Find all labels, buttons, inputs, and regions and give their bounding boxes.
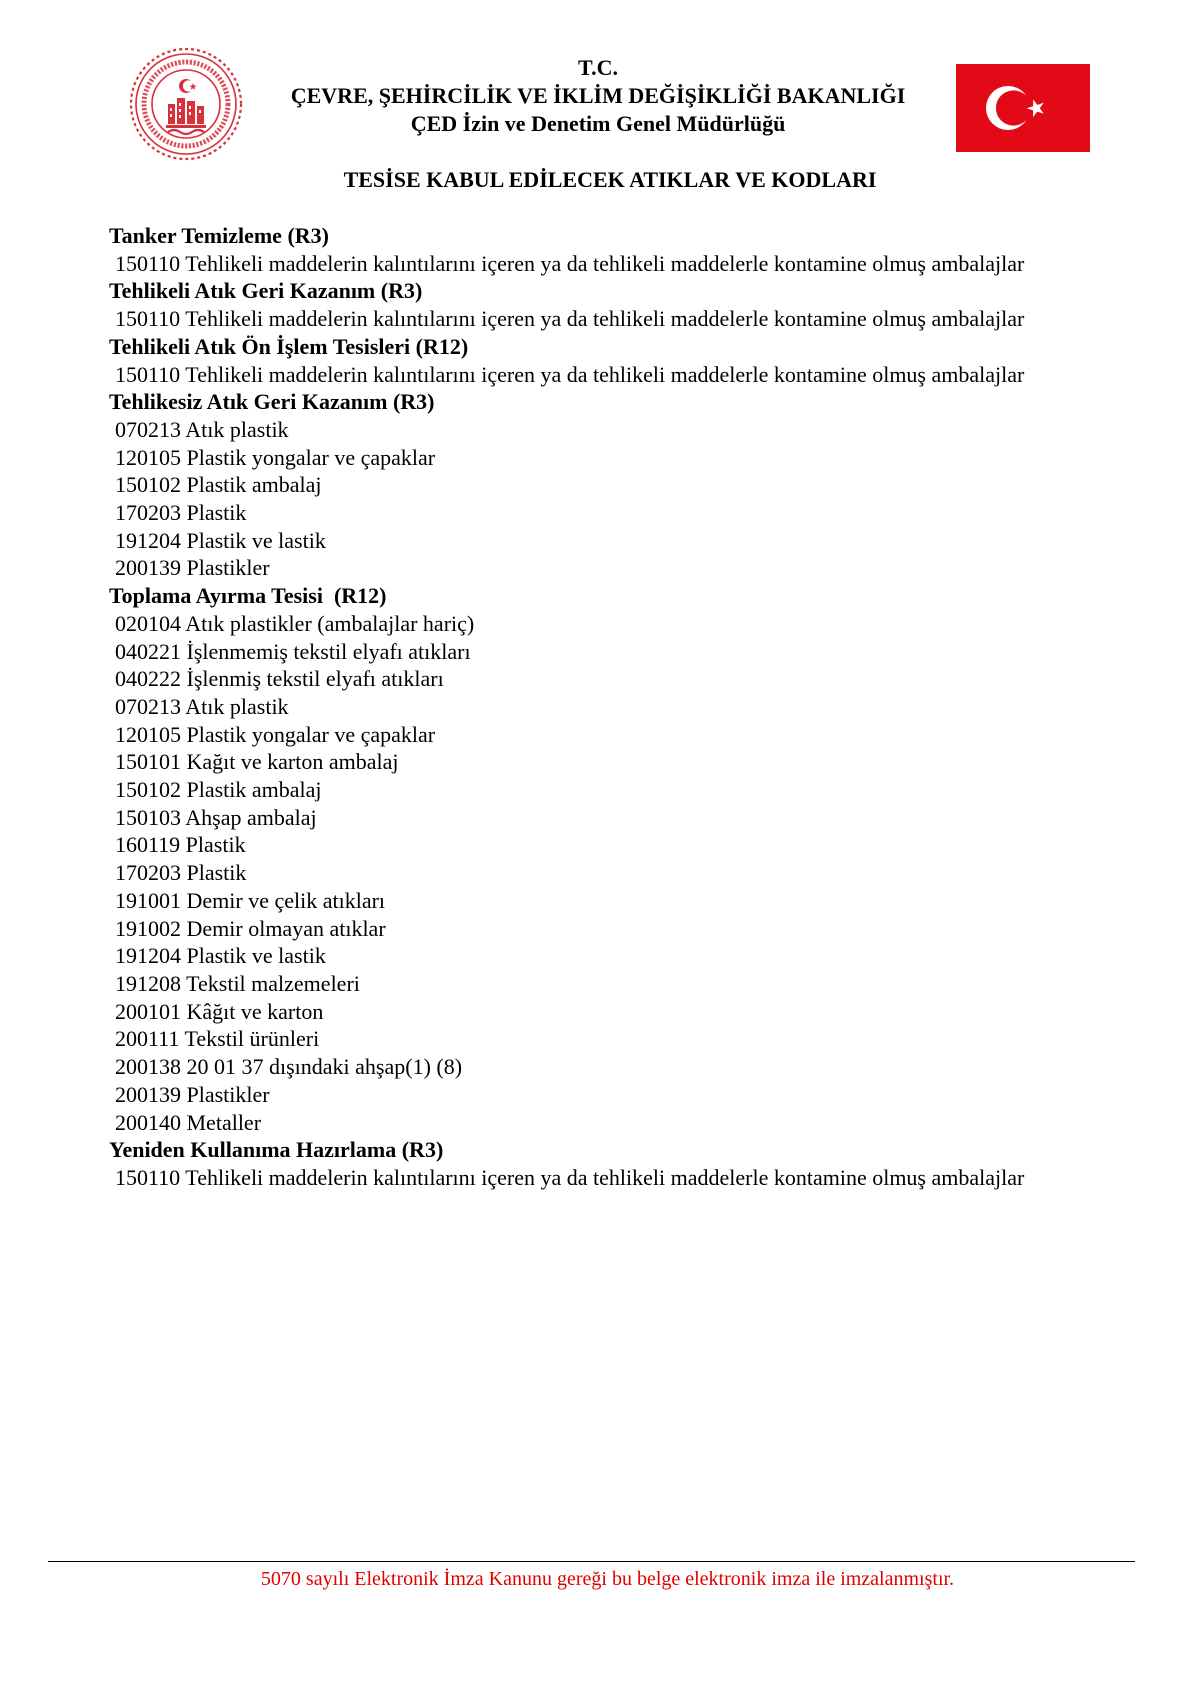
waste-code-item: 191002 Demir olmayan atıklar bbox=[115, 915, 386, 941]
waste-code-item: 160119 Plastik bbox=[115, 832, 246, 858]
header-directorate-name: ÇED İzin ve Denetim Genel Müdürlüğü bbox=[410, 111, 786, 136]
waste-code-item: 150110 Tehlikeli maddelerin kalıntılarını içeren ya da tehlikeli maddelerle kontamine olmuş ambalajlar bbox=[115, 250, 1025, 276]
waste-code-item: 150110 Tehlikeli maddelerin kalıntılarını içeren ya da tehlikeli maddelerle kontamine olmuş ambalajlar bbox=[115, 306, 1025, 332]
waste-code-item: 200139 Plastikler bbox=[115, 1081, 270, 1107]
e-signature-notice: 5070 sayılı Elektronik İmza Kanunu gereği bu belge elektronik imza ile imzalanmıştır. bbox=[260, 1568, 955, 1590]
waste-code-item: 200111 Tekstil ürünleri bbox=[115, 1026, 320, 1052]
waste-code-item: 070213 Atık plastik bbox=[115, 693, 289, 719]
waste-code-item: 200139 Plastikler bbox=[115, 555, 270, 581]
waste-code-item: 150103 Ahşap ambalaj bbox=[115, 804, 317, 830]
section-toplama-ayirma-tesisi bbox=[109, 582, 1029, 1136]
waste-code-item: 150102 Plastik ambalaj bbox=[115, 472, 322, 498]
section-title: Tehlikeli Atık Geri Kazanım (R3) bbox=[109, 278, 423, 304]
waste-code-item: 150110 Tehlikeli maddelerin kalıntılarını içeren ya da tehlikeli maddelerle kontamine olmuş ambalajlar bbox=[115, 361, 1025, 387]
waste-code-item: 020104 Atık plastikler (ambalajlar hariç) bbox=[115, 610, 475, 636]
waste-code-item: 120105 Plastik yongalar ve çapaklar bbox=[115, 721, 436, 747]
turkish-flag-icon bbox=[956, 64, 1090, 152]
section-title: Tanker Temizleme (R3) bbox=[109, 223, 329, 248]
letterhead bbox=[250, 54, 946, 138]
waste-code-item: 200140 Metaller bbox=[115, 1109, 262, 1135]
section-title: Toplama Ayırma Tesisi (R12) bbox=[109, 583, 387, 609]
section-tehlikeli-atik-on-islem bbox=[109, 333, 1029, 388]
section-title: Tehlikeli Atık Ön İşlem Tesisleri (R12) bbox=[109, 333, 469, 359]
waste-code-item: 191001 Demir ve çelik atıkları bbox=[115, 887, 386, 913]
waste-code-item: 191208 Tekstil malzemeleri bbox=[115, 970, 360, 996]
waste-code-item: 150101 Kağıt ve karton ambalaj bbox=[115, 749, 399, 775]
section-title: Tehlikesiz Atık Geri Kazanım (R3) bbox=[109, 389, 435, 415]
header-ministry-name: ÇEVRE, ŞEHİRCİLİK VE İKLİM DEĞİŞİKLİĞİ BAKANLIĞI bbox=[290, 83, 906, 108]
waste-code-item: 200138 20 01 37 dışındaki ahşap(1) (8) bbox=[115, 1054, 463, 1080]
waste-code-item: 150102 Plastik ambalaj bbox=[115, 777, 322, 803]
section-tehlikeli-atik-geri-kazanim bbox=[109, 277, 1029, 332]
section-tehlikesiz-atik-geri-kazanim bbox=[109, 388, 1029, 582]
waste-code-item: 191204 Plastik ve lastik bbox=[115, 943, 326, 969]
waste-code-item: 070213 Atık plastik bbox=[115, 416, 289, 442]
waste-code-item: 191204 Plastik ve lastik bbox=[115, 527, 326, 553]
footer-divider bbox=[48, 1561, 1135, 1562]
waste-code-item: 040221 İşlenmemiş tekstil elyafı atıkları bbox=[115, 638, 471, 664]
section-yeniden-kullanima-hazirlama bbox=[109, 1136, 1029, 1191]
waste-code-item: 200101 Kâğıt ve karton bbox=[115, 998, 324, 1024]
waste-code-list bbox=[109, 222, 1029, 1192]
waste-code-item: 170203 Plastik bbox=[115, 860, 247, 886]
section-tanker-temizleme bbox=[109, 222, 1029, 277]
waste-code-item: 040222 İşlenmiş tekstil elyafı atıkları bbox=[115, 666, 444, 692]
ministry-seal-icon bbox=[128, 46, 244, 162]
waste-code-item: 150110 Tehlikeli maddelerin kalıntılarını içeren ya da tehlikeli maddelerle kontamine olmuş ambalajlar bbox=[115, 1164, 1025, 1190]
waste-code-item: 120105 Plastik yongalar ve çapaklar bbox=[115, 444, 436, 470]
header-tc: T.C. bbox=[578, 55, 618, 80]
document-title: TESİSE KABUL EDİLECEK ATIKLAR VE KODLARI bbox=[343, 167, 877, 192]
section-title: Yeniden Kullanıma Hazırlama (R3) bbox=[109, 1137, 444, 1163]
waste-code-item: 170203 Plastik bbox=[115, 500, 247, 526]
